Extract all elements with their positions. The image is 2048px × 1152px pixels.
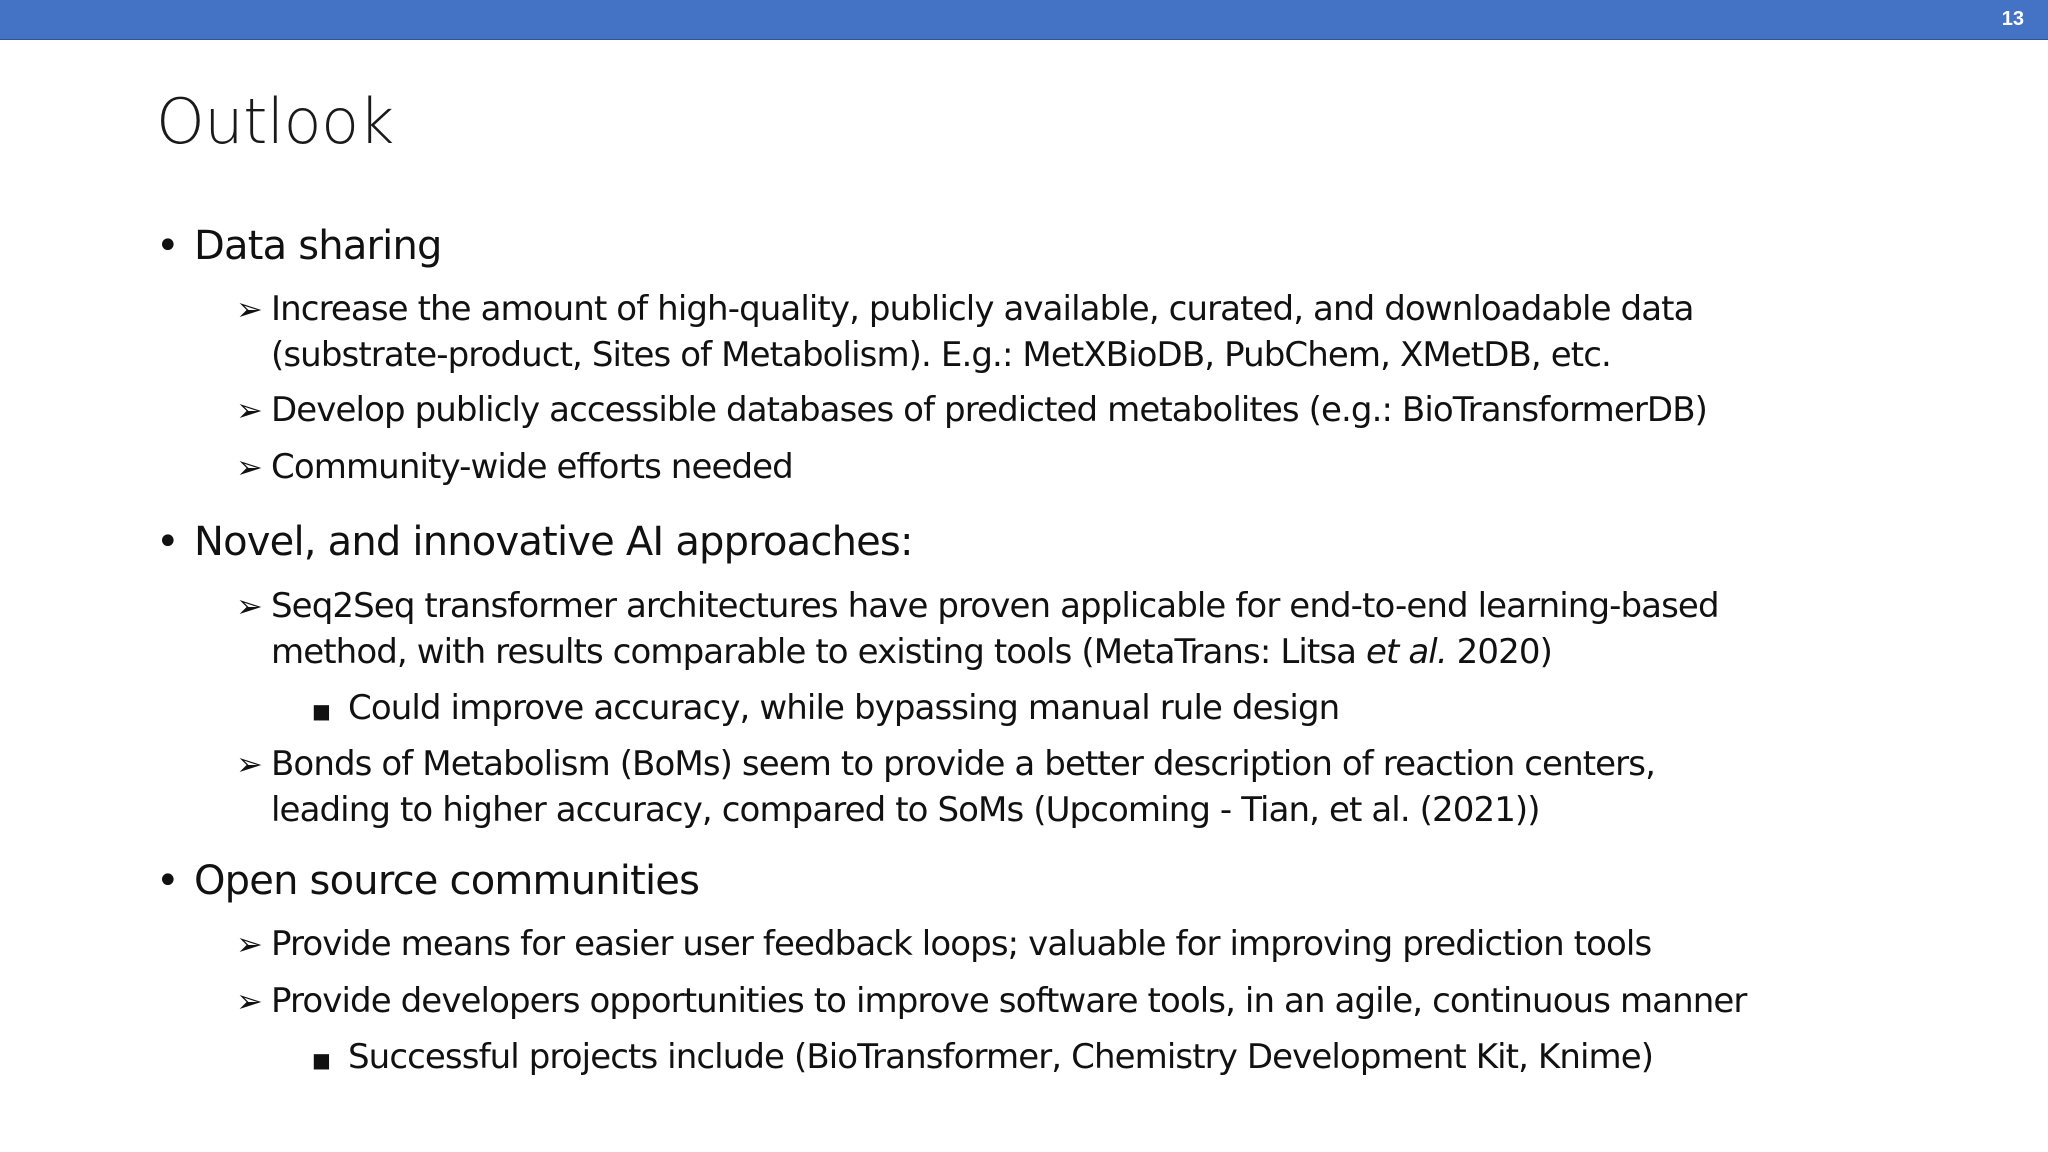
slide-title: Outlook bbox=[156, 85, 394, 158]
list-item: ➢ Provide means for easier user feedback loops; valuable for improving prediction tools bbox=[236, 921, 1651, 967]
bullet-data-sharing bbox=[156, 222, 442, 270]
sub-list-item: ■ Could improve accuracy, while bypassing manual rule design bbox=[312, 685, 1339, 731]
arrow-bullet-icon: ➢ bbox=[236, 290, 263, 328]
arrow-bullet-icon: ➢ bbox=[236, 391, 263, 429]
bullet-open-source bbox=[156, 857, 699, 905]
section-heading: Open source communities bbox=[194, 858, 700, 904]
section-heading: Data sharing bbox=[194, 223, 442, 269]
list-item: ➢ Increase the amount of high-quality, publicly available, curated, and downloadable data (substrate-product, Sites of Metabolism). E.g.: MetXBioDB, PubChem, XMetDB, etc. bbox=[236, 286, 1694, 378]
round-bullet-icon: • bbox=[156, 519, 180, 565]
arrow-bullet-icon: ➢ bbox=[236, 448, 263, 486]
section-heading: Novel, and innovative AI approaches: bbox=[194, 519, 913, 565]
bullet-ai-approaches bbox=[156, 518, 913, 566]
page-number: 13 bbox=[2001, 8, 2024, 30]
list-item: ➢ Seq2Seq transformer architectures have proven applicable for end-to-end learning-based method, with results comparable to existing tools (MetaTrans: Litsa et al. 2020) bbox=[236, 583, 1719, 675]
list-item: ➢ Community-wide efforts needed bbox=[236, 444, 793, 490]
square-bullet-icon: ■ bbox=[312, 1048, 331, 1072]
sub-list-item: ■ Successful projects include (BioTransformer, Chemistry Development Kit, Knime) bbox=[312, 1034, 1653, 1080]
list-item: ➢ Bonds of Metabolism (BoMs) seem to provide a better description of reaction centers, leading to higher accuracy, compared to SoMs (Upcoming - Tian, et al. (2021)) bbox=[236, 741, 1655, 833]
list-item: ➢ Provide developers opportunities to improve software tools, in an agile, continuous manner bbox=[236, 978, 1747, 1024]
list-item: ➢ Develop publicly accessible databases of predicted metabolites (e.g.: BioTransformerDB) bbox=[236, 387, 1707, 433]
arrow-bullet-icon: ➢ bbox=[236, 745, 263, 783]
round-bullet-icon: • bbox=[156, 858, 180, 904]
arrow-bullet-icon: ➢ bbox=[236, 587, 263, 625]
round-bullet-icon: • bbox=[156, 223, 180, 269]
arrow-bullet-icon: ➢ bbox=[236, 925, 263, 963]
square-bullet-icon: ■ bbox=[312, 699, 331, 723]
arrow-bullet-icon: ➢ bbox=[236, 982, 263, 1020]
